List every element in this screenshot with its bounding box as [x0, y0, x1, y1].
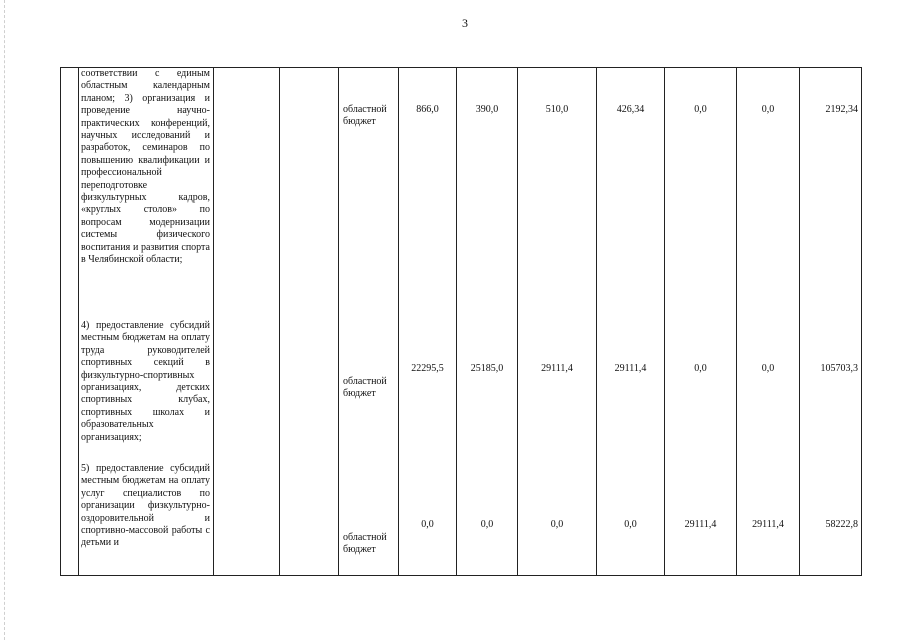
amount: 0,0	[761, 363, 775, 375]
amount: 29111,4	[541, 363, 573, 375]
total-cell	[800, 68, 862, 576]
amount: 426,34	[616, 104, 645, 115]
amount: 22295,5	[411, 363, 444, 375]
amount: 0,0	[624, 518, 637, 530]
amount: 390,0	[475, 104, 499, 115]
amount: 0,0	[480, 518, 494, 530]
page-number: 3	[462, 16, 468, 30]
number-cell	[61, 68, 79, 576]
amount: 0,0	[694, 363, 707, 375]
executor-cell	[214, 68, 280, 576]
year-value-cell	[597, 68, 665, 576]
total-amount: 2192,34	[825, 104, 858, 115]
funding-source: областной бюджет	[343, 104, 387, 128]
activity-description: 5) предоставление субсидий местным бюджетам на оплату услуг специалистов по организации физкультурно-оздоровительной и спортивно-массовой работы с детьми и	[81, 463, 210, 549]
amount: 510,0	[545, 104, 569, 115]
amount: 866,0	[416, 104, 439, 115]
left-margin-guide	[4, 0, 5, 640]
total-amount: 105703,3	[820, 363, 858, 375]
amount: 29111,4	[684, 518, 717, 530]
period-cell	[280, 68, 339, 576]
amount: 0,0	[421, 518, 434, 530]
description-cell	[79, 68, 214, 576]
amount: 25185,0	[470, 363, 504, 375]
amount: 29111,4	[614, 363, 647, 375]
year-value-cell	[518, 68, 597, 576]
activity-description: соответствии с единым областным календарным планом; 3) организация и проведение научно-практических конференций, научных исследований и разработок, семинаров по повышению квалификации и профессиональной переподготовке физкультурных кадров, «круглых столов» по вопросам модернизации системы физического воспитания и развития спорта в Челябинской области;	[81, 68, 210, 266]
amount: 0,0	[761, 104, 775, 115]
amount: 29111,4	[752, 518, 784, 530]
funding-source-cell	[339, 68, 399, 576]
amount: 0,0	[550, 518, 564, 530]
amount: 0,0	[694, 104, 707, 115]
activity-description: 4) предоставление субсидий местным бюджетам на оплату труда руководителей спортивных секций в физкультурно-спортивных организациях, детских спортивных клубах, спортивных школах и образовательных организациях;	[81, 320, 210, 443]
year-value-cell	[399, 68, 457, 576]
year-value-cell	[737, 68, 800, 576]
total-amount: 58222,8	[825, 518, 858, 530]
table-row	[61, 68, 862, 576]
funding-source: областной бюджет	[343, 375, 387, 400]
funding-source: областной бюджет	[343, 531, 387, 556]
budget-table	[60, 67, 862, 576]
year-value-cell	[665, 68, 737, 576]
year-value-cell	[457, 68, 518, 576]
